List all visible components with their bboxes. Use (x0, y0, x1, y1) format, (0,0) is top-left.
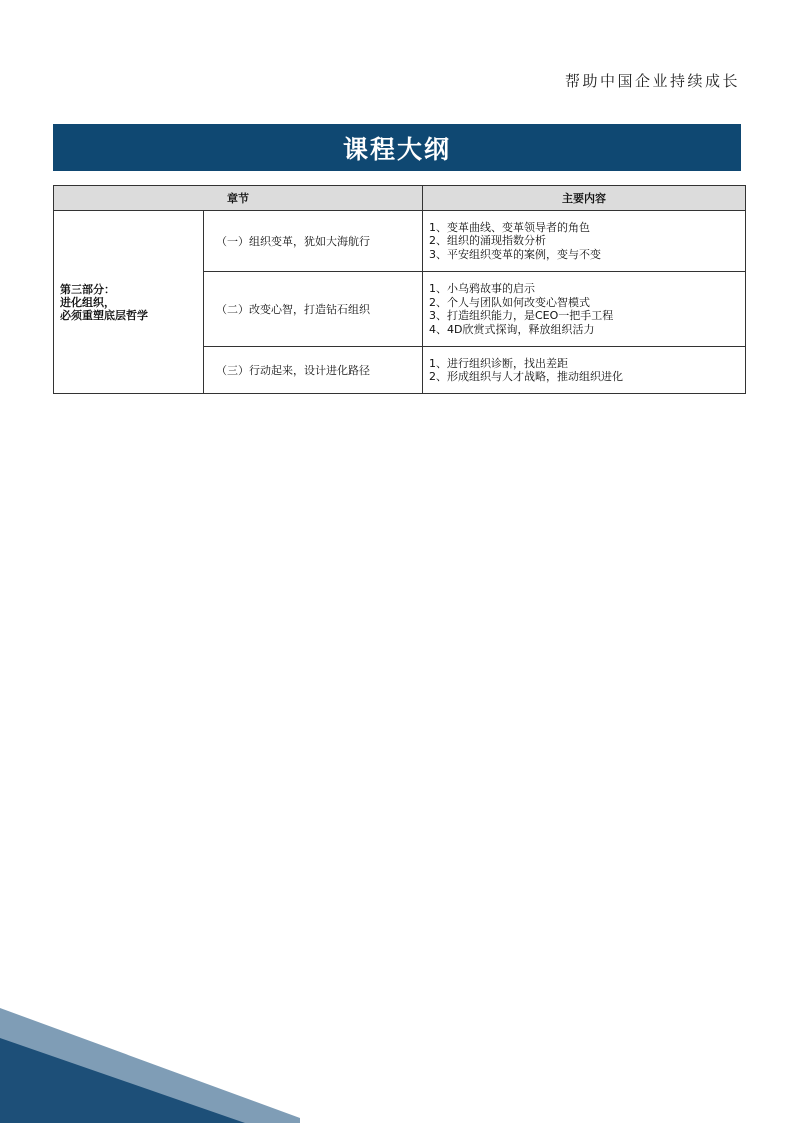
content-item: 4、4D欣赏式探询，释放组织活力 (429, 322, 595, 336)
content-cell (423, 211, 746, 272)
table-header-row (54, 186, 746, 211)
content-item: 3、打造组织能力，是CEO一把手工程 (429, 309, 614, 322)
column-header-content: 主要内容 (423, 186, 746, 211)
title-banner (53, 124, 741, 171)
chapter-title: （三）行动起来，设计进化路径 (204, 347, 423, 394)
content-item: 2、个人与团队如何改变心智模式 (429, 295, 590, 309)
content-item: 1、变革曲线、变革领导者的角色 (429, 220, 590, 234)
chapter-title: （一）组织变革，犹如大海航行 (204, 211, 423, 272)
page-title: 课程大纲 (342, 134, 451, 164)
part-line: 必须重塑底层哲学 (60, 308, 148, 322)
header-tagline: 帮助中国企业持续成长 (564, 72, 740, 90)
content-item: 1、小乌鸦故事的启示 (429, 282, 535, 295)
decoration-dark-stripe (0, 1038, 245, 1123)
part-line: 第三部分： (60, 282, 115, 296)
part-line: 进化组织， (60, 295, 115, 309)
part-cell (54, 211, 204, 394)
table-row (54, 211, 746, 272)
content-item: 2、形成组织与人才战略，推动组织进化 (429, 370, 623, 383)
content-cell (423, 347, 746, 394)
column-header-chapter: 章节 (54, 186, 423, 211)
content-item: 3、平安组织变革的案例，变与不变 (429, 247, 601, 261)
course-outline-table (53, 185, 746, 394)
chapter-title: （二）改变心智，打造钻石组织 (204, 272, 423, 347)
corner-decoration (0, 1008, 300, 1123)
content-item: 1、进行组织诊断，找出差距 (429, 356, 568, 370)
content-cell (423, 272, 746, 347)
content-item: 2、组织的涌现指数分析 (429, 234, 546, 248)
